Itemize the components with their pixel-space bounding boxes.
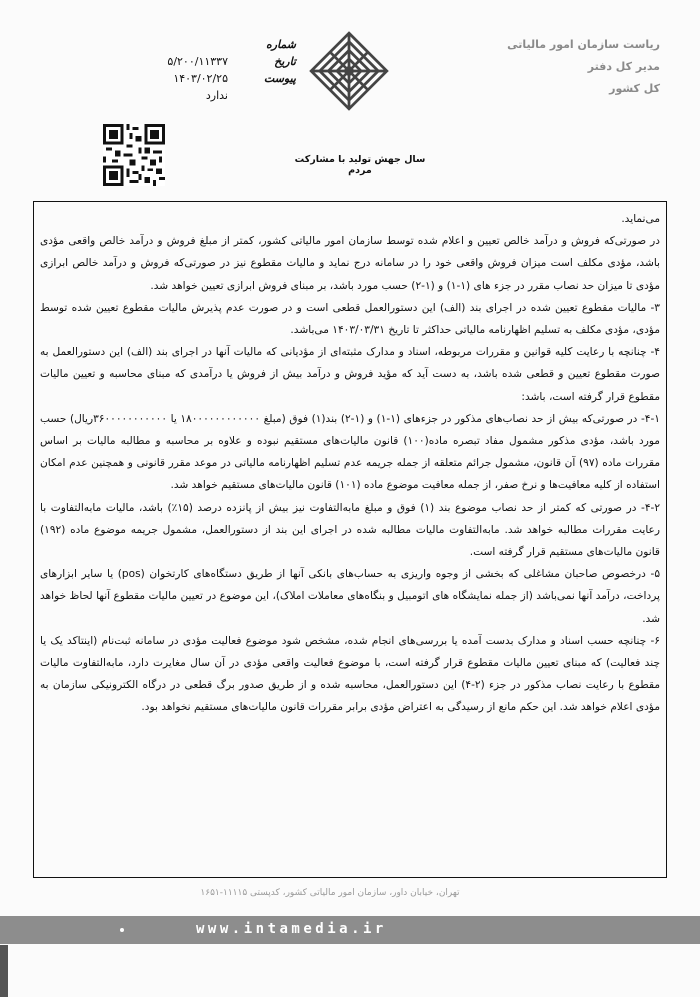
tax-organization-emblem-icon [306,28,392,114]
org-line: ریاست سازمان امور مالیاتی [507,38,660,51]
org-line: مدیر کل دفتر [587,60,660,73]
meta-value: ۱۴۰۳/۰۲/۲۵ [173,72,228,85]
meta-label: پیوست [263,72,296,85]
footer-dot-icon [120,928,124,932]
body-paragraph: ۴- چنانچه با رعایت کلیه قوانین و مقررات مربوطه، اسناد و مدارک مثبته‌ای از مؤدیانی که مالیات آنها در اجرای بند (الف) این دستورالعمل به صورت مقطوع تعیین و قطعی شده باشد، به دست آید که مؤید فروش و درآمد بیش از فروش یا درآمدی که مبنای محاسبه و تعیین مالیات مقطوع قرار گرفته است، باشد: [40,346,660,403]
meta-label: شماره [265,38,296,51]
footer-address: تهران، خیابان داور، سازمان امور مالیاتی کشور، کدپستی ۱۱۱۱۵-۱۶۵۱ [200,888,460,898]
body-paragraph: ۳- مالیات مقطوع تعیین شده در اجرای بند (الف) این دستورالعمل قطعی است و در صورت عدم پذیرش مالیات مقطوع تعیین شده توسط مؤدی، مؤدی مکلف به تسلیم اظهارنامه مالیاتی حداکثر تا تاریخ ۱۴۰۳/۰۳/۳۱ می‌باشد. [40,301,660,337]
body-paragraph: ۶- چنانچه حسب اسناد و مدارک بدست آمده یا بررسی‌های انجام شده، مشخص شود موضوع فعالیت مؤدی در سامانه ثبت‌نام (اینتاکد یک یا چند فعالیت) که مبنای تعیین مالیات مقطوع قرار گرفته است، با موضوع فعالیت واقعی مؤدی در آن سال مغایرت دارد، مابه‌التفاوت مالیات مقطوع با رعایت نصاب مذکور در جزء (۲-۴) این دستورالعمل، محاسبه شده و از طریق صدور برگ قطعی در درگاه الکترونیکی سازمان به مؤدی اعلام خواهد شد. این حکم مانع از رسیدگی به اعتراض مؤدی برابر مقررات قانون مالیات‌های مستقیم نخواهد بود. [40,634,660,714]
meta-value: ۵/۲۰۰/۱۱۳۳۷ [167,55,228,68]
organization-title [490,34,660,100]
letter-meta [96,36,296,104]
scan-edge-shadow [0,945,8,997]
meta-extra-row [96,87,296,104]
body-paragraph: در صورتی‌که فروش و درآمد خالص تعیین و اعلام شده توسط سازمان امور مالیاتی کشور، کمتر از مبلغ فروش و درآمد خالص واقعی مؤدی باشد، مؤدی مکلف است میزان فروش واقعی خود را در سامانه درج نماید و مالیات مقطوع نیز در صورتی‌که فروش و درآمد خالص ابرازی مؤدی تا میزان حد نصاب مقرر در جزء های (۱-۱) و (۱-۲) حسب مورد باشد، بر مبنای فروش ابرازی تعیین خواهد شد. [40,235,660,292]
meta-label [234,87,296,104]
meta-date-row [96,53,296,70]
footer-band [0,916,700,944]
org-line: کل کشور [609,82,660,95]
body-paragraph: ۴-۲- در صورتی که کمتر از حد نصاب موضوع بند (۱) فوق و مبلغ مابه‌التفاوت نیز بیش از پانزده درصد (۱۵٪) باشد، مالیات مابه‌التفاوت با رعایت مقررات مطالبه خواهد شد. مابه‌التفاوت مالیات مطالبه شده در اجرای این بند از دستورالعمل، مشمول جریمه موضوع ماده (۱۹۲) قانون مالیات‌های مستقیم قرار گرفته است. [40,501,660,559]
meta-number-row [96,36,296,53]
footer-website-link[interactable]: www.intamedia.ir [196,921,387,937]
meta-attachment-row [96,70,296,87]
year-slogan: سال جهش تولید با مشارکت مردم [294,154,426,176]
body-paragraph: ۵- درخصوص صاحبان مشاغلی که بخشی از وجوه واریزی به حساب‌های بانکی آنها از طریق دستگاه‌های کارتخوان (pos) یا سایر ابزارهای پرداخت، درآمد آنها نمی‌باشد (از جمله نمایشگاه های اتومبیل و بنگاه‌های معاملات املاک)، این موضوع در تعیین مالیات مقطوع آنها لحاظ خواهد شد. [40,568,660,625]
body-paragraph: می‌نماید. [621,213,660,225]
meta-value: ندارد [205,89,228,102]
qr-code-icon [103,124,165,186]
letter-body [40,208,660,872]
body-paragraph: ۴-۱- در صورتی‌که بیش از حد نصاب‌های مذکور در جزءهای (۱-۱) و (۱-۲) بند(۱) فوق (مبلغ ۱۸۰۰۰۰۰۰۰۰۰۰۰۰ یا ۳۶۰۰۰۰۰۰۰۰۰۰۰ریال) حسب مورد باشد، مؤدی مذکور مشمول مفاد تبصره ماده(۱۰۰) قانون مالیات‌های مستقیم نبوده و علاوه بر محاسبه و مطالبه مالیات بر اساس مقررات ماده (۹۷) آن قانون، مشمول جرائم متعلقه از جمله جریمه عدم تسلیم اظهارنامه مالیاتی در موعد مقرر قانونی و همچنین عدم امکان استفاده از کلیه معافیت‌ها و نرخ صفر، از جمله معافیت موضوع ماده (۱۰۱) قانون مالیات‌های مستقیم خواهد شد. [40,412,660,492]
meta-label: تاریخ [274,55,296,68]
